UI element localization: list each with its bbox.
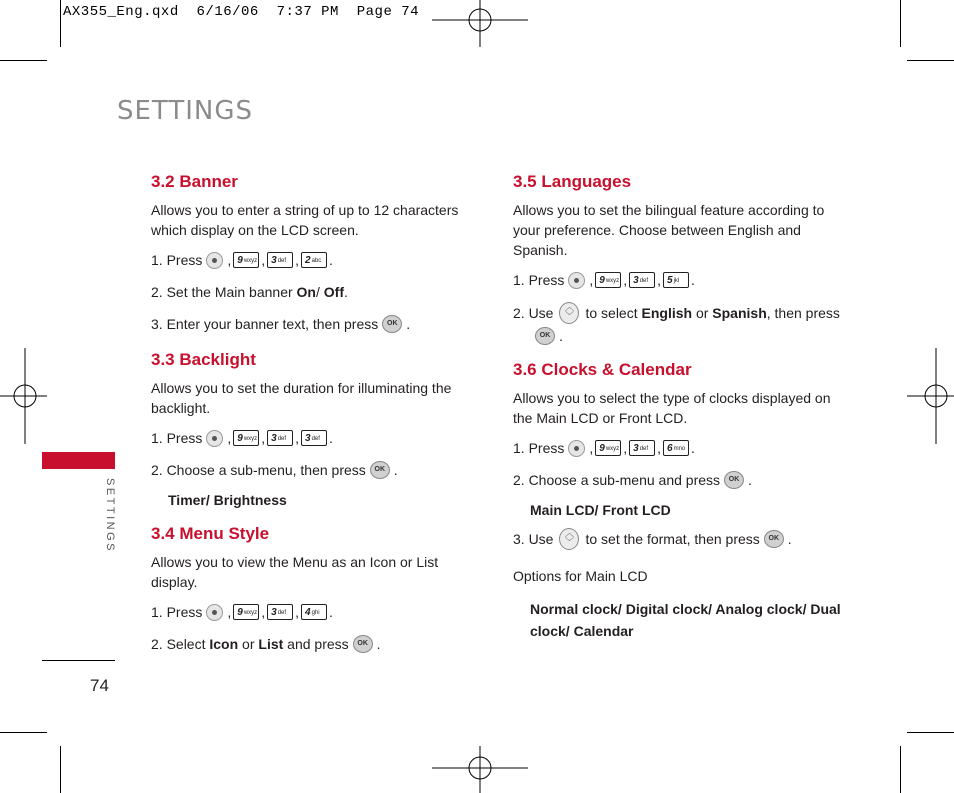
clocks-options-list-1: Normal clock/ Digital clock/ Analog clock/ Dual	[530, 601, 841, 617]
clocks-step-3: 3. Use ︿ ﹀ to set the format, then press OK .	[513, 528, 853, 550]
key-3-icon: $3^{def}$	[267, 604, 293, 620]
backlight-heading: 3.3 Backlight	[151, 350, 256, 369]
backlight-desc-1: Allows you to set the duration for illuminating the	[151, 380, 452, 396]
menustyle-desc-1: Allows you to view the Menu as an Icon or List	[151, 554, 439, 570]
key-3-icon: $3^{def}$	[629, 272, 655, 288]
banner-desc-1: Allows you to enter a string of up to 12 characters	[151, 202, 459, 218]
key-3-icon: $3^{def}$	[629, 440, 655, 456]
banner-step-1: 1. Press , $9^{wxyz}$ , $3^{def}$ , $2^{abc}$ .	[151, 252, 333, 268]
ok-key-icon: OK	[535, 327, 555, 345]
left-column	[151, 170, 466, 654]
clocks-options-label: Options for Main LCD	[513, 568, 648, 584]
footer-rule	[42, 660, 115, 661]
page-title: SETTINGS	[117, 96, 254, 126]
menu-key-icon	[206, 604, 223, 621]
key-3-icon: $3^{def}$	[267, 430, 293, 446]
key-9-icon: $9^{wxyz}$	[233, 430, 259, 446]
banner-heading: 3.2 Banner	[151, 172, 238, 191]
key-5-icon: $5^{jkl}$	[663, 272, 689, 288]
key-9-icon: $9^{wxyz}$	[595, 440, 621, 456]
languages-step-1: 1. Press , $9^{wxyz}$ , $3^{def}$ , $5^{jkl}$ .	[513, 272, 695, 288]
navigation-key-icon: ︿ ﹀	[559, 528, 579, 550]
languages-step-2-cont: OK .	[513, 326, 853, 346]
clocks-options: Main LCD/ Front LCD	[530, 502, 671, 518]
languages-desc-1: Allows you to set the bilingual feature according to	[513, 202, 825, 218]
clocks-desc-2: the Main LCD or Front LCD.	[513, 410, 688, 426]
clocks-options-list-2: clock/ Calendar	[530, 623, 634, 639]
menustyle-desc-2: display.	[151, 574, 198, 590]
navigation-key-icon: ︿ ﹀	[559, 302, 579, 324]
languages-heading: 3.5 Languages	[513, 172, 632, 191]
key-3-icon: $3^{def}$	[267, 252, 293, 268]
backlight-step-2: 2. Choose a sub-menu, then press OK .	[151, 462, 398, 478]
ok-key-icon: OK	[724, 471, 744, 489]
backlight-options: Timer/ Brightness	[168, 492, 287, 508]
key-9-icon: $9^{wxyz}$	[233, 252, 259, 268]
ok-key-icon: OK	[764, 530, 784, 548]
clocks-desc-1: Allows you to select the type of clocks displayed on	[513, 390, 831, 406]
key-9-icon: $9^{wxyz}$	[595, 272, 621, 288]
key-2-icon: $2^{abc}$	[301, 252, 327, 268]
menu-key-icon	[206, 252, 223, 269]
section-tab	[42, 452, 115, 469]
key-6-icon: $6^{mno}$	[663, 440, 689, 456]
languages-step-2: 2. Use ︿ ﹀ to select English or Spanish , then press	[513, 302, 853, 324]
key-4-icon: $4^{ghi}$	[301, 604, 327, 620]
banner-desc-2: which display on the LCD screen.	[151, 222, 359, 238]
menu-key-icon	[206, 430, 223, 447]
menustyle-step-1: 1. Press , $9^{wxyz}$ , $3^{def}$ , $4^{ghi}$ .	[151, 604, 333, 620]
menustyle-heading: 3.4 Menu Style	[151, 524, 270, 543]
backlight-step-1: 1. Press , $9^{wxyz}$ , $3^{def}$ , $3^{def}$ .	[151, 430, 333, 446]
print-header: AX355_Eng.qxd 6/16/06 7:37 PM Page 74	[63, 4, 420, 20]
key-3-icon: $3^{def}$	[301, 430, 327, 446]
banner-step-3: 3. Enter your banner text, then press OK .	[151, 316, 411, 332]
menu-key-icon	[568, 440, 585, 457]
right-column	[513, 170, 853, 642]
ok-key-icon: OK	[370, 461, 390, 479]
languages-desc-2: your preference. Choose between English and	[513, 222, 801, 238]
clocks-step-2: 2. Choose a sub-menu and press OK .	[513, 472, 752, 488]
ok-key-icon: OK	[353, 635, 373, 653]
menu-key-icon	[568, 272, 585, 289]
page-number: 74	[90, 676, 109, 695]
menustyle-step-2: 2. Select Icon or List and press OK .	[151, 636, 381, 652]
clocks-heading: 3.6 Clocks & Calendar	[513, 360, 692, 379]
key-9-icon: $9^{wxyz}$	[233, 604, 259, 620]
side-section-label: SETTINGS	[104, 478, 116, 554]
languages-desc-3: Spanish.	[513, 242, 568, 258]
banner-step-2: 2. Set the Main banner On / Off .	[151, 284, 348, 300]
backlight-desc-2: backlight.	[151, 400, 211, 416]
clocks-step-1: 1. Press , $9^{wxyz}$ , $3^{def}$ , $6^{mno}$ .	[513, 440, 695, 456]
ok-key-icon: OK	[382, 315, 402, 333]
